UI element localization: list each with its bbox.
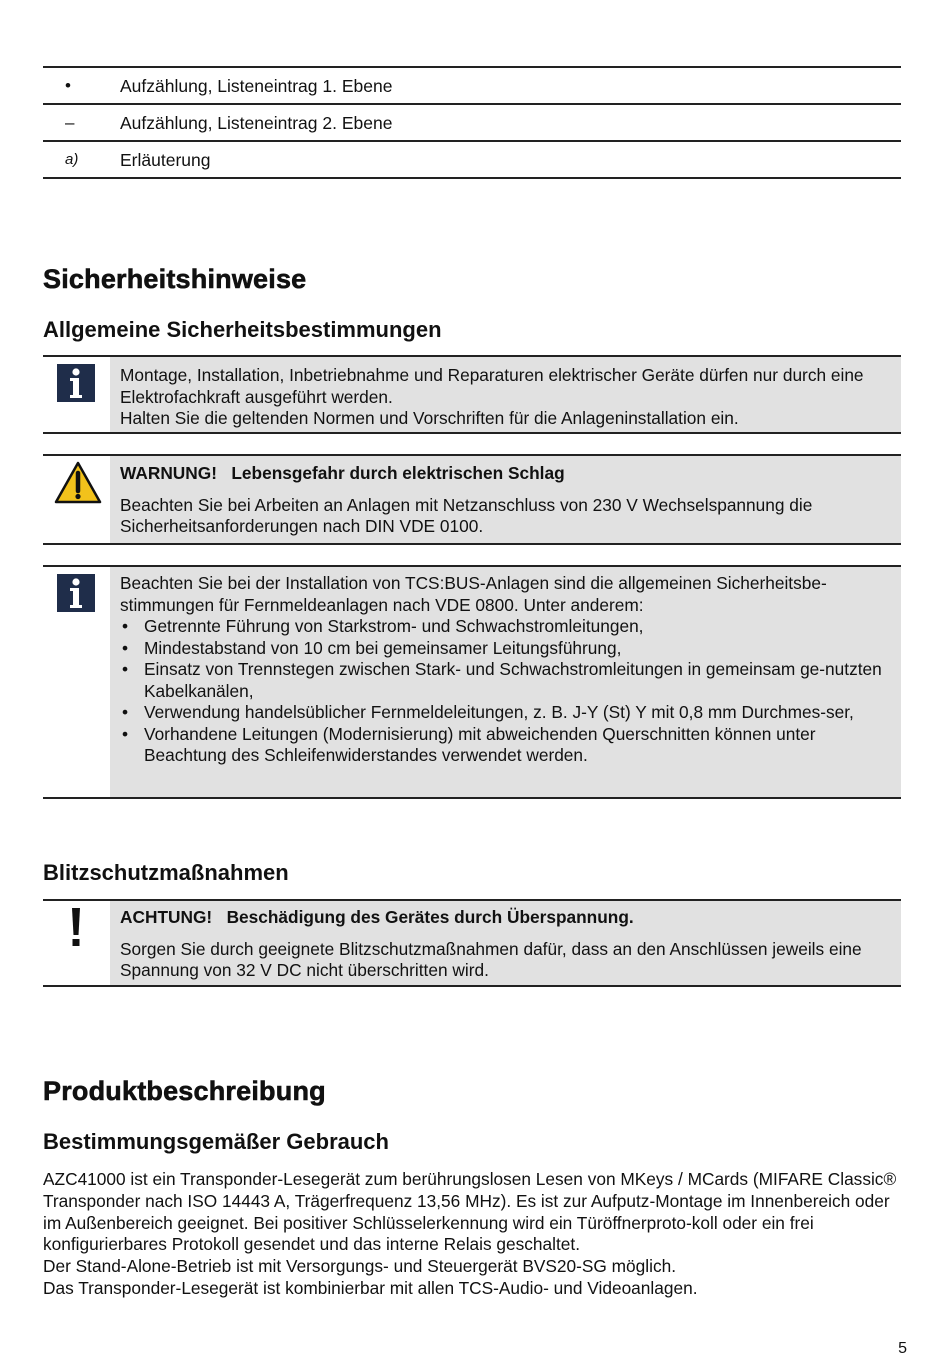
note-text: Montage, Installation, Inbetriebnahme und Reparaturen elektrischer Geräte dürfen nur durch eine Elektrofachkraft ausgeführt werden. xyxy=(120,365,864,407)
info-icon xyxy=(57,574,95,612)
warning-label: WARNUNG! xyxy=(120,463,217,483)
dash-symbol: – xyxy=(65,113,75,132)
subheading-general-safety: Allgemeine Sicherheitsbestimmungen xyxy=(43,317,442,342)
warning-note xyxy=(43,454,901,545)
caution-title-line xyxy=(120,907,887,929)
section-heading-product: Produktbeschreibung xyxy=(43,1076,326,1106)
warning-title: Lebensgefahr durch elektrischen Schlag xyxy=(231,463,565,483)
subheading-intended-use: Bestimmungsgemäßer Gebrauch xyxy=(43,1129,389,1154)
note-text: Halten Sie die geltenden Normen und Vorschriften für die Anlageninstallation ein. xyxy=(120,408,739,428)
list-item: • Mindestabstand von 10 cm bei gemeinsamer Leitungsführung, xyxy=(120,638,887,660)
caution-note xyxy=(43,899,901,987)
caution-title: Beschädigung des Gerätes durch Überspannung. xyxy=(226,907,634,927)
note-intro: Beachten Sie bei der Installation von TCS:BUS-Anlagen sind die allgemeinen Sicherheitsbe-stimmungen für Fernmeldeanlagen nach VDE 0800. Unter anderem: xyxy=(120,573,827,615)
paragraph: AZC41000 ist ein Transponder-Lesegerät zum berührungslosen Lesen von MKeys / MCards (MIFARE Classic® Transponder nach ISO 14443 A, Trägerfrequenz 13,56 MHz). Es ist zur Aufputz-Montage im Innenbereich oder im Außenbereich geeignet. Bei positiver Schlüsselerkennung wird ein Türöffnerproto-koll oder ein frei konfigurierbares Protokoll gesendet und das interne Relais geschaltet. xyxy=(43,1169,897,1255)
section-heading-safety: Sicherheitshinweise xyxy=(43,264,307,294)
caution-label: ACHTUNG! xyxy=(120,907,213,927)
product-description xyxy=(43,1169,903,1300)
exclamation-icon xyxy=(69,907,83,947)
letter-symbol: a) xyxy=(65,151,79,168)
bullet-symbol: • xyxy=(65,76,71,95)
warning-text: Beachten Sie bei Arbeiten an Anlagen mit Netzanschluss von 230 V Wechselspannung die Sicherheitsanforderungen nach DIN VDE 0100. xyxy=(120,494,813,536)
legend-table xyxy=(43,66,901,179)
caution-text: Sorgen Sie durch geeignete Blitzschutzmaßnahmen dafür, dass an den Anschlüssen jeweils eine Spannung von 32 V DC nicht überschritten wird. xyxy=(120,938,862,980)
safety-list xyxy=(120,616,887,767)
info-note-tcs-bus xyxy=(43,565,901,799)
list-item: • Getrennte Führung von Starkstrom- und Schwachstromleitungen, xyxy=(120,616,887,638)
paragraph: Das Transponder-Lesegerät ist kombinierbar mit allen TCS-Audio- und Videoanlagen. xyxy=(43,1277,698,1298)
legend-row xyxy=(43,103,901,140)
info-icon xyxy=(57,364,95,402)
list-item: • Einsatz von Trennstegen zwischen Stark- und Schwachstromleitungen in gemeinsam ge-nutzten Kabelkanälen, xyxy=(120,659,887,702)
subheading-lightning: Blitzschutzmaßnahmen xyxy=(43,860,289,885)
legend-text: Erläuterung xyxy=(120,150,211,170)
warning-triangle-icon xyxy=(54,461,102,505)
legend-text: Aufzählung, Listeneintrag 2. Ebene xyxy=(120,113,393,133)
legend-text: Aufzählung, Listeneintrag 1. Ebene xyxy=(120,76,393,96)
warning-title-line xyxy=(120,463,887,485)
info-note-installation xyxy=(43,355,901,434)
page-number: 5 xyxy=(898,1340,907,1357)
list-item: • Vorhandene Leitungen (Modernisierung) mit abweichenden Querschnitten können unter Beachtung des Schleifenwiderstandes verwendet werden. xyxy=(120,724,887,767)
list-item: • Verwendung handelsüblicher Fernmeldeleitungen, z. B. J-Y (St) Y mit 0,8 mm Durchmes-ser, xyxy=(120,702,887,724)
paragraph: Der Stand-Alone-Betrieb ist mit Versorgungs- und Steuergerät BVS20-SG möglich. xyxy=(43,1256,676,1277)
legend-row xyxy=(43,66,901,103)
legend-row xyxy=(43,140,901,179)
